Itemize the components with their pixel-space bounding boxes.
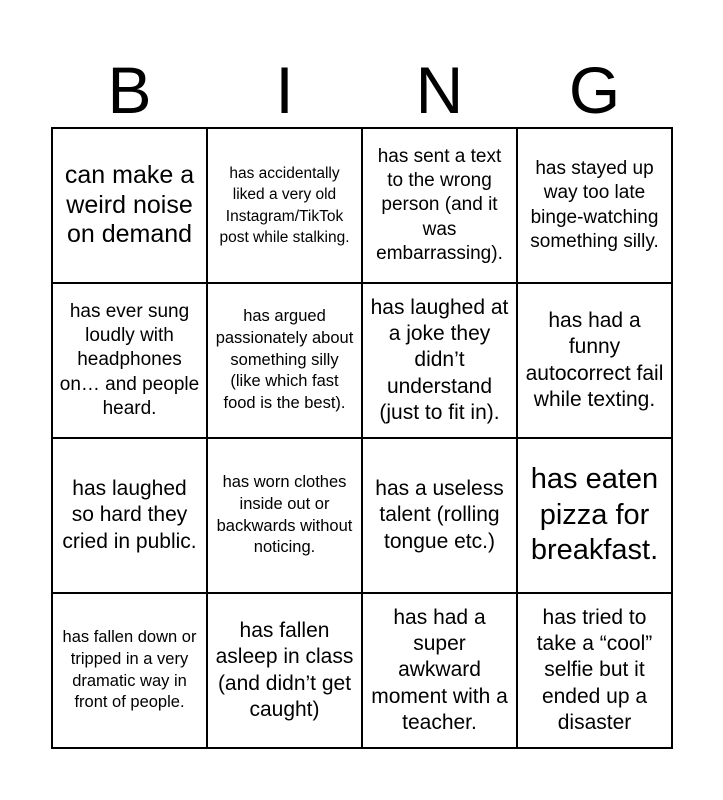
bingo-cell-text: has had a funny autocorrect fail while texting. xyxy=(525,309,664,411)
bingo-cell-1[interactable] xyxy=(53,129,208,284)
bingo-cell-text: has accidentally liked a very old Instagram/TikTok post while stalking. xyxy=(219,164,350,246)
bingo-cell-16[interactable] xyxy=(518,594,673,749)
bingo-cell-text: has eaten pizza for breakfast. xyxy=(530,463,659,567)
bingo-cell-13[interactable] xyxy=(53,594,208,749)
bingo-cell-7[interactable] xyxy=(363,284,518,439)
bingo-cell-8[interactable] xyxy=(518,284,673,439)
bingo-cell-text: has stayed up way too late binge-watching something silly. xyxy=(530,157,659,252)
header-letter-i: I xyxy=(275,53,294,127)
bingo-cell-text: has fallen asleep in class (and didn’t get caught) xyxy=(215,619,354,721)
bingo-cell-6[interactable] xyxy=(208,284,363,439)
bingo-cell-12[interactable] xyxy=(518,439,673,594)
bingo-cell-3[interactable] xyxy=(363,129,518,284)
bingo-header xyxy=(52,52,672,128)
bingo-cell-text: has fallen down or tripped in a very dramatic way in front of people. xyxy=(62,627,197,712)
bingo-cell-10[interactable] xyxy=(208,439,363,594)
bingo-cell-15[interactable] xyxy=(363,594,518,749)
bingo-cell-text: has laughed at a joke they didn’t understand (just to fit in). xyxy=(370,295,509,424)
bingo-cell-text: has had a super awkward moment with a teacher. xyxy=(371,605,508,734)
header-letter-n: N xyxy=(415,53,464,127)
bingo-cell-text: has worn clothes inside out or backwards without noticing. xyxy=(216,472,353,557)
bingo-cell-text: has argued passionately about something silly (like which fast food is the best). xyxy=(215,307,354,413)
bingo-cell-text: has laughed so hard they cried in public. xyxy=(62,477,197,553)
bingo-cell-4[interactable] xyxy=(518,129,673,284)
bingo-cell-text: can make a weird noise on demand xyxy=(64,161,195,249)
header-letter-g: G xyxy=(568,53,621,127)
bingo-cell-5[interactable] xyxy=(53,284,208,439)
bingo-cell-text: has tried to take a “cool” selfie but it ended up a disaster xyxy=(536,605,653,734)
bingo-cell-2[interactable] xyxy=(208,129,363,284)
header-letter-b: B xyxy=(107,53,152,127)
bingo-cell-text: has ever sung loudly with headphones on… and people heard. xyxy=(59,300,200,419)
bingo-cell-11[interactable] xyxy=(363,439,518,594)
bingo-cell-text: has sent a text to the wrong person (and it was embarrassing). xyxy=(376,145,503,264)
bingo-cell-14[interactable] xyxy=(208,594,363,749)
bingo-grid xyxy=(51,127,673,749)
bingo-cell-9[interactable] xyxy=(53,439,208,594)
bingo-cell-text: has a useless talent (rolling tongue etc.) xyxy=(375,477,504,553)
